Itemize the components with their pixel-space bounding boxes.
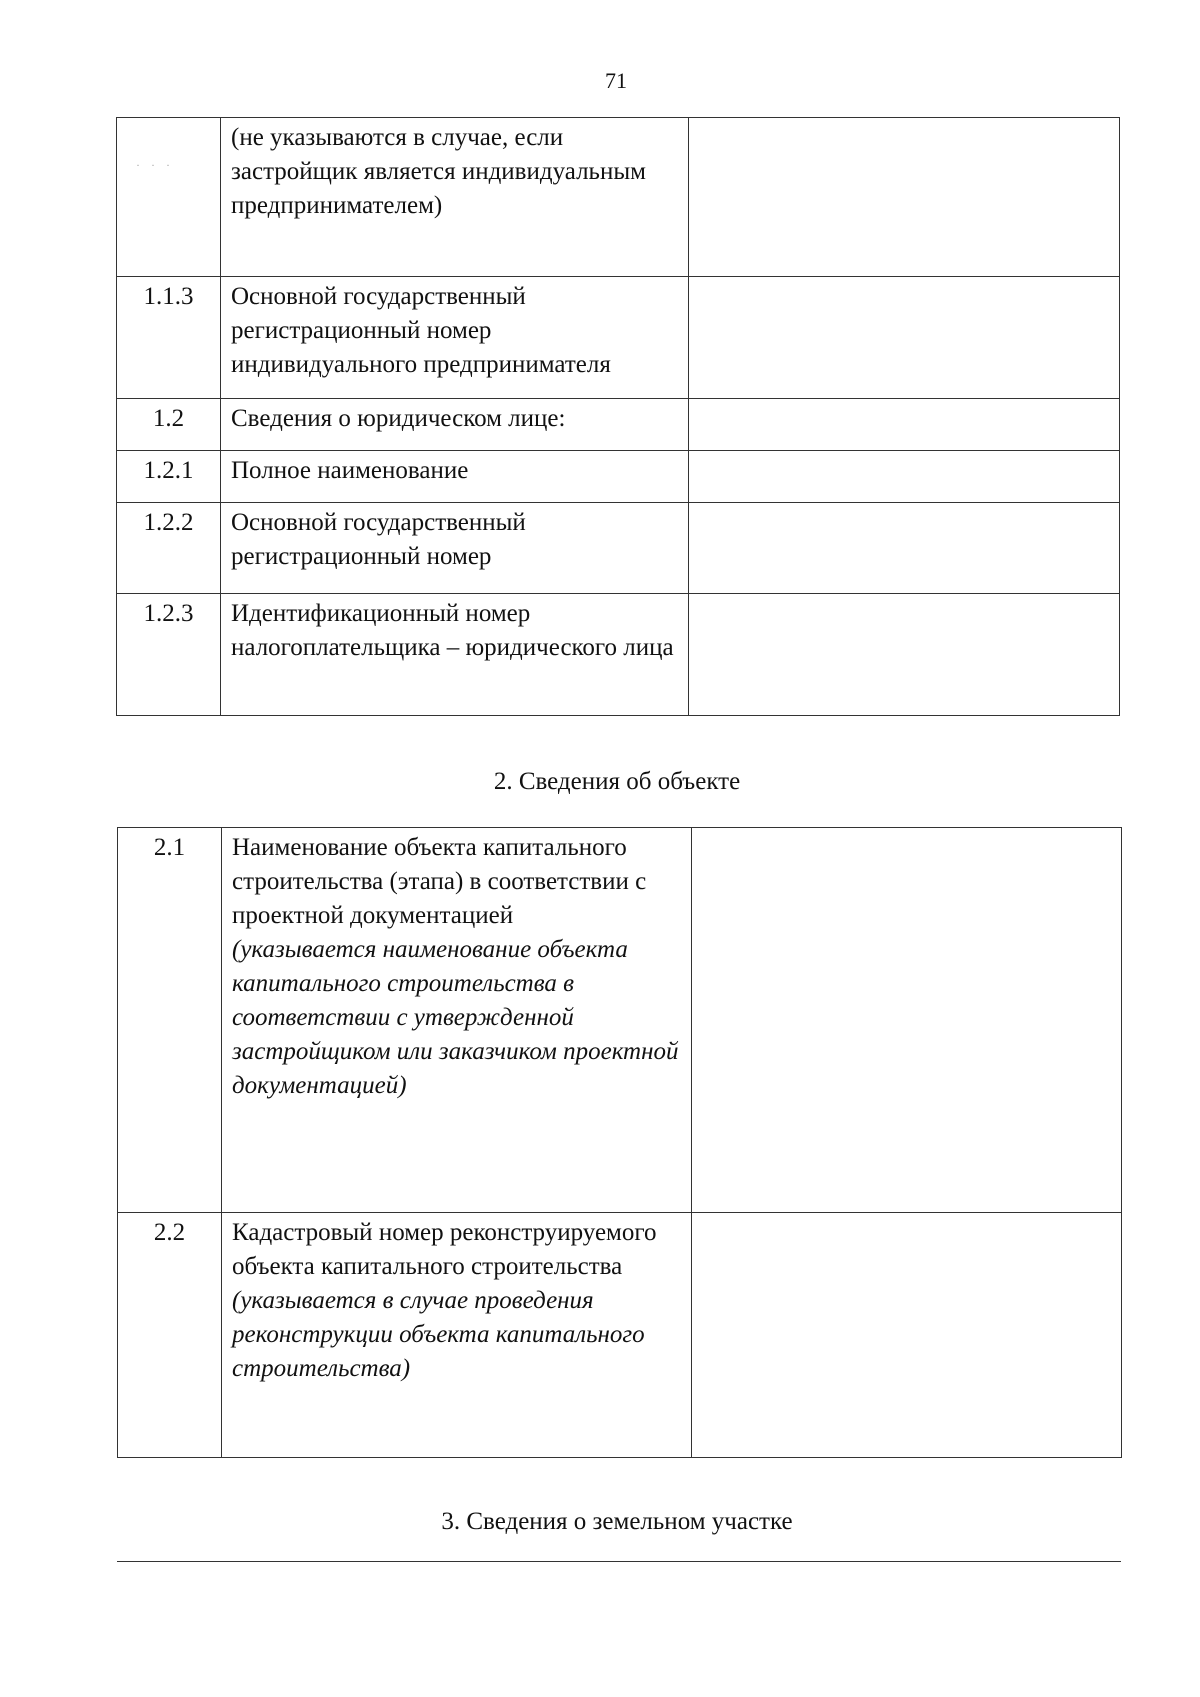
row-label: Идентификационный номер налогоплательщика – юридического лица <box>221 594 689 716</box>
row-label-cell <box>222 1213 692 1458</box>
table-row <box>117 399 1120 451</box>
table-row <box>117 118 1120 277</box>
scan-artifact: · · · <box>136 158 174 172</box>
row-label: Основной государственный регистрационный номер <box>221 503 689 594</box>
row-number: 1.1.3 <box>117 277 221 399</box>
table-row <box>117 503 1120 594</box>
row-hint: (указывается в случае проведения реконструкции объекта капитального строительства) <box>232 1287 645 1382</box>
value-field[interactable] <box>689 118 1120 277</box>
section-heading-object: 2. Сведения об объекте <box>493 768 741 795</box>
row-number: 2.1 <box>118 828 222 1213</box>
applicant-info-table <box>116 117 1120 716</box>
value-field[interactable] <box>689 503 1120 594</box>
value-field[interactable] <box>689 451 1120 503</box>
table-top-border <box>117 1561 1121 1562</box>
row-number: 1.2.3 <box>117 594 221 716</box>
page-number: 71 <box>605 68 627 93</box>
row-hint: (указывается наименование объекта капитального строительства в соответствии с утвержденной застройщиком или заказчиком проектной документацией) <box>232 936 679 1099</box>
row-label: Полное наименование <box>221 451 689 503</box>
row-label: Наименование объекта капитального строительства (этапа) в соответствии с проектной документацией <box>232 834 647 929</box>
object-info-table <box>117 827 1122 1458</box>
table-row <box>118 828 1122 1213</box>
value-field[interactable] <box>689 399 1120 451</box>
row-label: Кадастровый номер реконструируемого объекта капитального строительства <box>232 1219 657 1280</box>
row-label: Сведения о юридическом лице: <box>221 399 689 451</box>
row-label: Основной государственный регистрационный номер индивидуального предпринимателя <box>221 277 689 399</box>
table-row <box>117 277 1120 399</box>
row-number: 1.2.1 <box>117 451 221 503</box>
table-row <box>117 451 1120 503</box>
row-number: 2.2 <box>118 1213 222 1458</box>
value-field[interactable] <box>692 828 1122 1213</box>
row-label: (не указываются в случае, если застройщик является индивидуальным предпринимателем) <box>221 118 689 277</box>
row-number: 1.2 <box>117 399 221 451</box>
row-number <box>117 118 221 277</box>
value-field[interactable] <box>689 277 1120 399</box>
row-number: 1.2.2 <box>117 503 221 594</box>
value-field[interactable] <box>692 1213 1122 1458</box>
value-field[interactable] <box>689 594 1120 716</box>
table-row <box>117 594 1120 716</box>
row-label-cell <box>222 828 692 1213</box>
table-row <box>118 1213 1122 1458</box>
section-heading-land-plot: 3. Сведения о земельном участке <box>441 1508 793 1535</box>
